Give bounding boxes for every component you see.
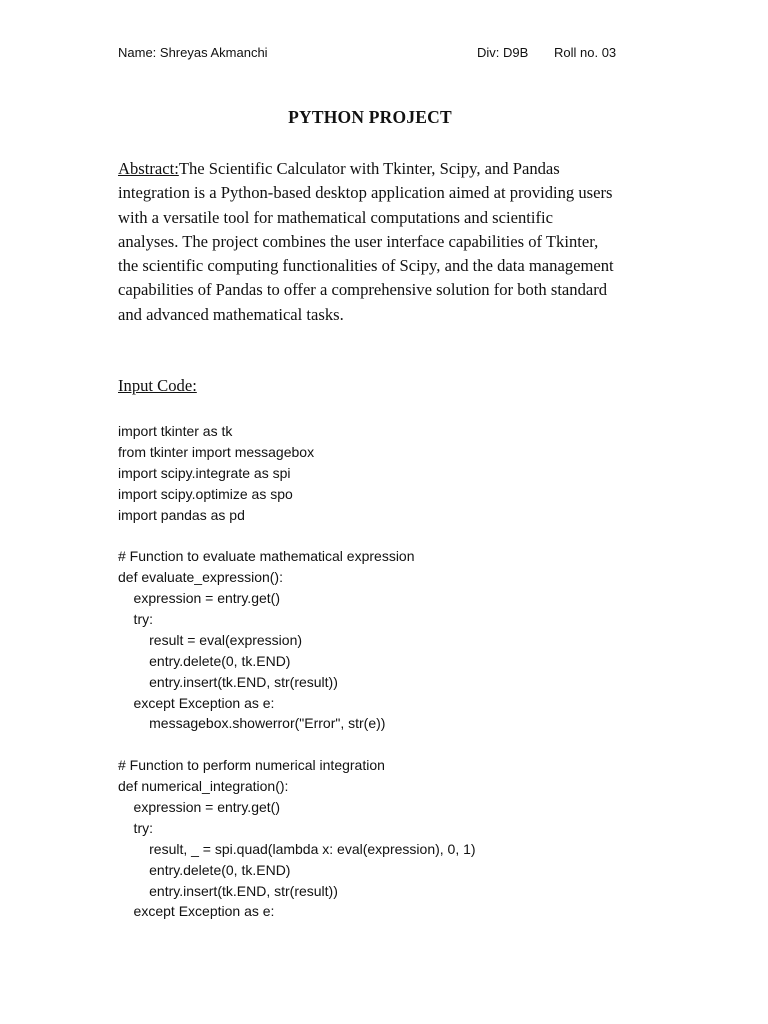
code-line: [118, 734, 678, 755]
code-line: result = eval(expression): [118, 631, 303, 648]
code-line: entry.insert(tk.END, str(result)): [118, 882, 338, 899]
abstract-text: The Scientific Calculator with Tkinter, Scipy, and Pandas: [178, 159, 560, 178]
code-line: expression = entry.get(): [118, 799, 280, 816]
code-line: import scipy.integrate as spi: [118, 464, 291, 481]
code-line: expression = entry.get(): [118, 590, 280, 607]
code-line: result, _ = spi.quad(lambda x: eval(expression), 0, 1): [118, 840, 476, 857]
code-line: def numerical_integration():: [118, 778, 289, 795]
abstract-line: with a versatile tool for mathematical computations and scientific: [118, 207, 553, 227]
code-line: try:: [118, 819, 153, 836]
abstract-label: Abstract:: [118, 159, 179, 178]
code-line: entry.delete(0, tk.END): [118, 861, 291, 878]
code-line: messagebox.showerror("Error", str(e)): [118, 715, 386, 732]
abstract-line: [118, 157, 658, 181]
code-line: def evaluate_expression():: [118, 569, 283, 586]
roll-number: Roll no. 03: [554, 45, 617, 60]
abstract-line: integration is a Python-based desktop application aimed at providing users: [118, 183, 613, 203]
abstract-line: capabilities of Pandas to offer a comprehensive solution for both standard: [118, 280, 608, 300]
student-name: Name: Shreyas Akmanchi: [118, 45, 268, 60]
code-line: import pandas as pd: [118, 506, 245, 523]
code-line: from tkinter import messagebox: [118, 443, 315, 460]
abstract-line: analyses. The project combines the user interface capabilities of Tkinter,: [118, 231, 599, 251]
code-line: # Function to perform numerical integration: [118, 757, 385, 774]
page-header: [118, 44, 658, 62]
code-line: entry.delete(0, tk.END): [118, 652, 291, 669]
document-title: PYTHON PROJECT: [288, 107, 452, 127]
abstract-line: and advanced mathematical tasks.: [118, 304, 344, 324]
division: Div: D9B: [477, 45, 529, 60]
code-line: [118, 525, 678, 546]
abstract-line: the scientific computing functionalities of Scipy, and the data management: [118, 256, 614, 276]
input-code-heading: Input Code:: [118, 376, 197, 395]
code-line: entry.insert(tk.END, str(result)): [118, 673, 338, 690]
code-line: # Function to evaluate mathematical expression: [118, 548, 415, 565]
code-line: try:: [118, 611, 153, 628]
abstract-paragraph: [118, 157, 658, 327]
code-line: import tkinter as tk: [118, 423, 233, 439]
code-line: except Exception as e:: [118, 694, 275, 711]
code-line: except Exception as e:: [118, 903, 275, 920]
code-line: import scipy.optimize as spo: [118, 485, 293, 502]
code-listing: [118, 421, 678, 922]
